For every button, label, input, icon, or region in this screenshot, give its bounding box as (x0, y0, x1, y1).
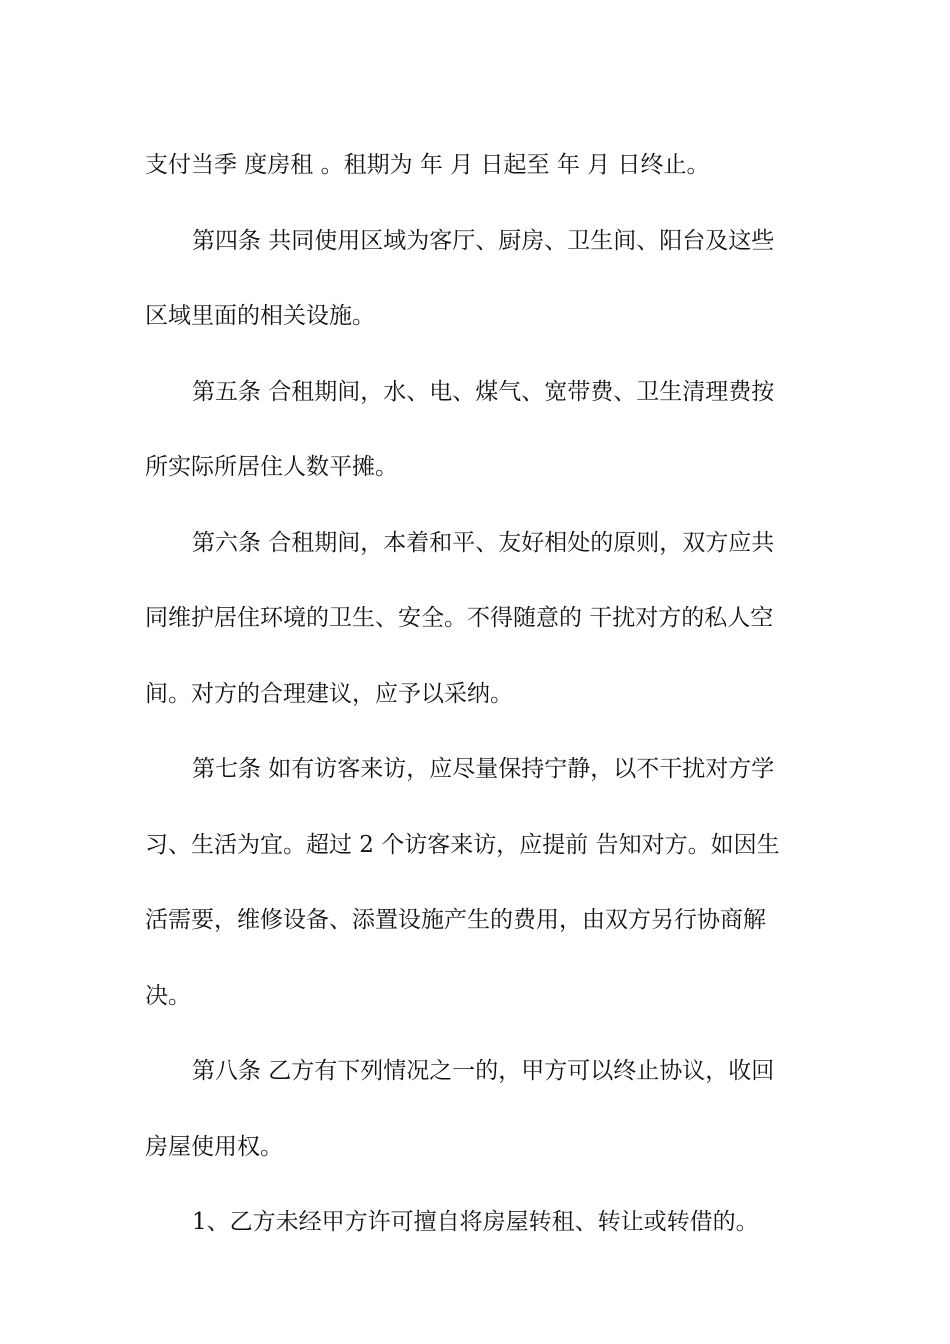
text-line: 所实际所居住人数平摊。 (145, 454, 398, 480)
text-line: 活需要，维修设备、添置设施产生的费用，由双方另行协商解 (145, 907, 766, 933)
clause-7-start: 第七条 如有访客来访，应尽量保持宁静，以不干扰对方学 (192, 756, 775, 782)
clause-4-start: 第四条 共同使用区域为客厅、厨房、卫生间、阳台及这些 (192, 227, 775, 254)
clause-8-start: 第八条 乙方有下列情况之一的，甲方可以终止协议，收回 (192, 1058, 775, 1084)
text-line: 房屋使用权。 (145, 1133, 283, 1160)
text-line: 支付当季 度房租 。租期为 年 月 日起至 年 月 日终止。 (145, 152, 710, 178)
text-line: 同维护居住环境的卫生、安全。不得随意的 干扰对方的私人空 (145, 605, 774, 631)
text-line: 间。对方的合理建议，应予以采纳。 (145, 680, 513, 707)
clause-5-start: 第五条 合租期间，水、电、煤气、宽带费、卫生清理费按 (192, 378, 775, 405)
text-line: 区域里面的相关设施。 (145, 303, 375, 329)
contract-text (145, 128, 810, 1261)
text-line: 习、生活为宜。超过 2 个访客来访，应提前 告知对方。如因生 (145, 831, 780, 858)
clause-6-start: 第六条 合租期间，本着和平、友好相处的原则，双方应共 (192, 529, 775, 556)
list-item-1: 1、乙方未经甲方许可擅自将房屋转租、转让或转借的。 (192, 1209, 759, 1235)
text-line: 决。 (145, 982, 191, 1009)
